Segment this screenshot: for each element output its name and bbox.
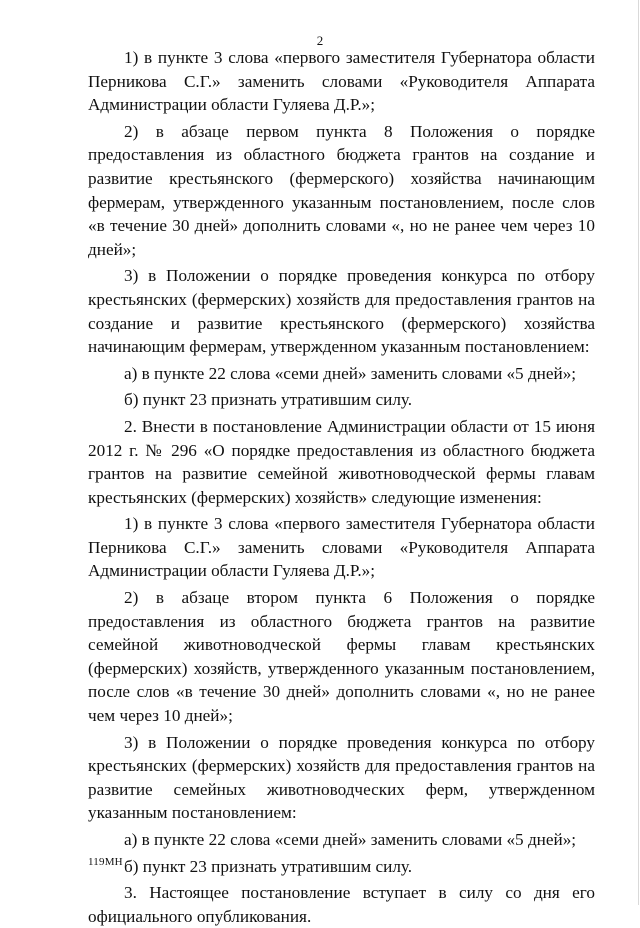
paragraph-10: а) в пункте 22 слова «семи дней» заменить словами «5 дней»; [124,830,577,849]
paragraph-12: 3. Настоящее постановление вступает в силу со дня его официального опубликования. [88,883,595,926]
paragraph-3: 3) в Положении о порядке проведения конкурса по отбору крестьянских (фермерских) хозяйств для предоставления грантов на создание и развитие крестьянского (фермерского) хозяйства начинающим фермерам, утвержденном указанным постановлением: [88,266,595,357]
paragraph-8: 2) в абзаце втором пункта 6 Положения о порядке предоставления из областного бюджета грантов на развитие семейной животноводческой фермы главам крестьянских (фермерских) хозяйств, утвержденного указанным постановлением, после слов «в течение 30 дней» дополнить словами «, но не ранее чем через 10 дней»; [88,588,595,726]
document-code: 119МН [88,856,123,868]
paragraph-6: 2. Внести в постановление Администрации области от 15 июня 2012 г. № 296 «О порядке предоставления из областного бюджета грантов на развитие семейной животноводческой фермы главам крестьянских (фермерских) хозяйств» следующие изменения: [88,416,595,507]
paragraph-11: б) пункт 23 признать утратившим силу. [124,856,413,876]
paragraph-2: 2) в абзаце первом пункта 8 Положения о порядке предоставления из областного бюджета грантов на создание и развитие крестьянского (фермерского) хозяйства начинающим фермерам, утвержденного указанным постановлением, после слов «в течение 30 дней» дополнить словами «, но не ранее чем через 10 дней»; [88,121,595,259]
document-body [88,46,595,928]
paragraph-1: 1) в пункте 3 слова «первого заместителя Губернатора области Перникова С.Г.» заменить словами «Руководителя Аппарата Администрации области Гуляева Д.Р.»; [88,48,595,115]
paragraph-9: 3) в Положении о порядке проведения конкурса по отбору крестьянских (фермерских) хозяйств для предоставления грантов на развитие семейных животноводческих ферм, утвержденном указанным постановлением: [88,732,595,823]
page-number: 2 [316,33,324,48]
scan-edge-line [638,0,639,905]
paragraph-5: б) пункт 23 признать утратившим силу. [124,390,413,410]
paragraph-7: 1) в пункте 3 слова «первого заместителя Губернатора области Перникова С.Г.» заменить словами «Руководителя Аппарата Администрации области Гуляева Д.Р.»; [88,514,595,581]
paragraph-4: а) в пункте 22 слова «семи дней» заменить словами «5 дней»; [124,363,577,383]
